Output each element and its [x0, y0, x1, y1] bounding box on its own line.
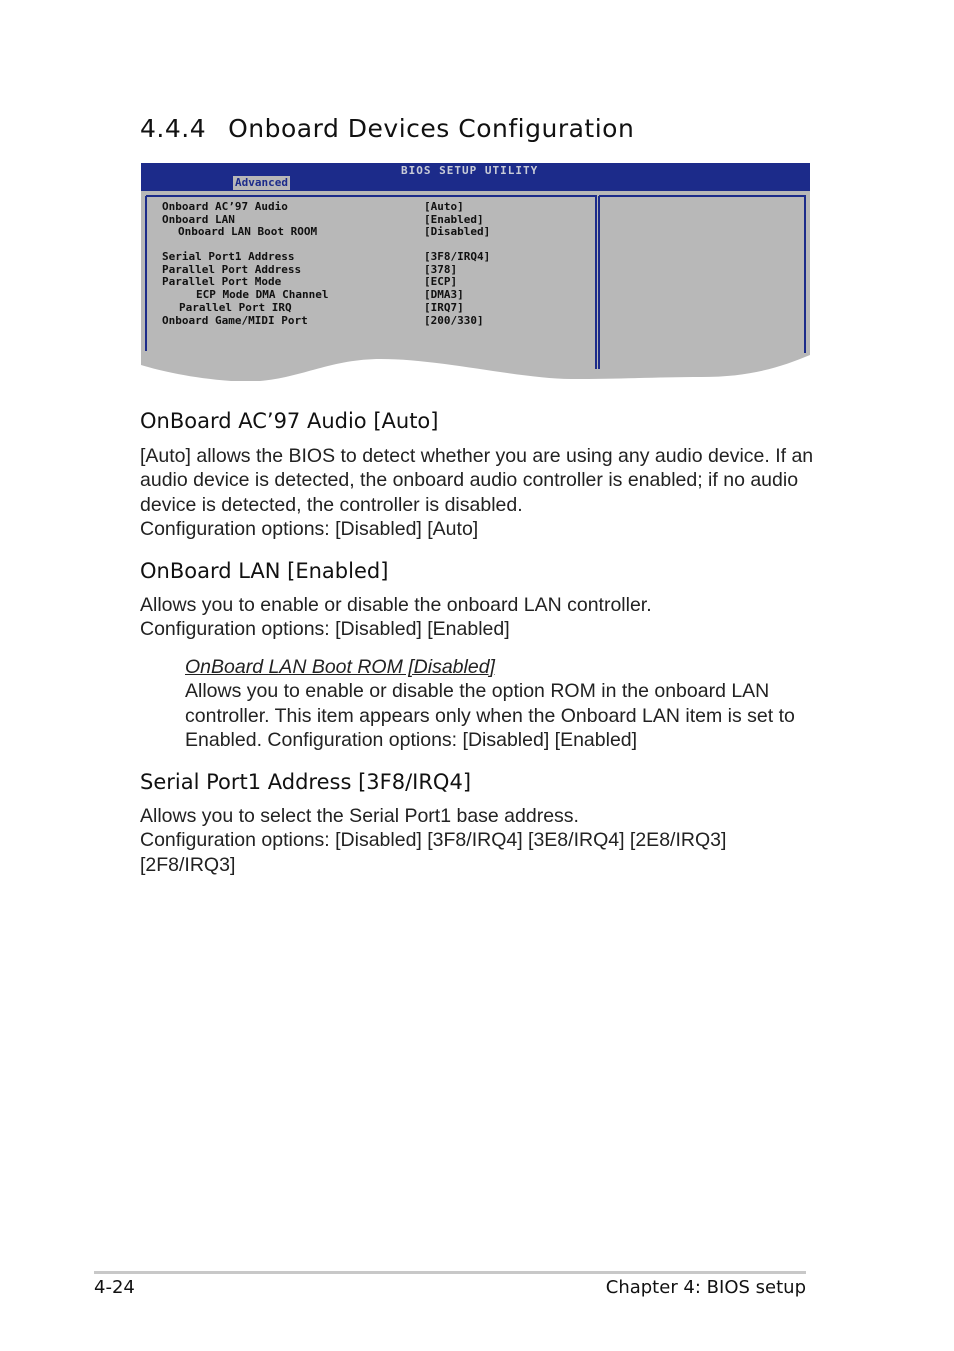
bios-row-label: Onboard LAN Boot ROOM — [178, 225, 318, 239]
bios-row-value: [378] — [424, 262, 458, 276]
bios-row-ecp-dma[interactable] — [162, 289, 602, 302]
bios-row-audio[interactable] — [162, 201, 602, 214]
lan-text: Allows you to enable or disable the onboard LAN controller. — [140, 594, 652, 616]
bios-screenshot — [141, 163, 810, 381]
lan-description — [140, 593, 820, 642]
bios-row-label: Serial Port1 Address — [162, 250, 295, 264]
bios-row-label: Parallel Port Mode — [162, 275, 282, 289]
serial-options: Configuration options: [Disabled] [3F8/IRQ4] [3E8/IRQ4] [2E8/IRQ3] [2F8/IRQ3] — [140, 829, 727, 876]
bios-row-serial-port1[interactable] — [162, 251, 602, 264]
heading-lan: OnBoard LAN [Enabled] — [140, 559, 389, 583]
bios-row-value: [Disabled] — [424, 225, 491, 239]
bios-row-value: [DMA3] — [424, 288, 464, 302]
lan-boot-rom-subsection — [185, 655, 825, 752]
bios-row-label: ECP Mode DMA Channel — [196, 288, 329, 302]
bios-tab-advanced: Advanced — [235, 176, 288, 189]
bios-row-value: [Auto] — [424, 200, 464, 213]
heading-audio: OnBoard AC’97 Audio [Auto] — [140, 409, 439, 433]
bios-row-value: [Enabled] — [424, 212, 484, 226]
bios-panel — [141, 191, 810, 381]
bios-row-parallel-irq[interactable] — [162, 302, 602, 315]
bios-row-label: Onboard Game/MIDI Port — [162, 313, 308, 327]
audio-description — [140, 444, 820, 541]
bios-row-lan-boot-rom[interactable] — [162, 226, 602, 239]
bios-row-value: [ECP] — [424, 275, 458, 289]
footer-divider — [94, 1271, 806, 1274]
bios-row-label: Parallel Port Address — [162, 262, 302, 276]
heading-serial: Serial Port1 Address [3F8/IRQ4] — [140, 770, 472, 794]
section-title-text: Onboard Devices Configuration — [228, 114, 635, 143]
audio-text: [Auto] allows the BIOS to detect whether you are using any audio device. If an audio device is detected, the onboard audio controller is enabled; if no audio device is detected, the controller is disabled. — [140, 445, 814, 516]
chapter-label: Chapter 4: BIOS setup — [605, 1277, 806, 1298]
audio-options: Configuration options: [Disabled] [Auto] — [140, 517, 479, 540]
bios-settings-list — [162, 201, 602, 327]
section-number: 4.4.4 — [140, 114, 207, 143]
bios-row-value: [200/330] — [424, 313, 484, 327]
lan-boot-rom-text: Allows you to enable or disable the option ROM in the onboard LAN controller. This item appears only when the Onboard LAN item is set to Enabled. Configuration options: [Disabled] [Enabled] — [185, 680, 795, 751]
serial-description — [140, 804, 820, 877]
lan-options: Configuration options: [Disabled] [Enabled] — [140, 618, 510, 641]
serial-text: Allows you to select the Serial Port1 base address. — [140, 805, 579, 827]
bios-row-label: Onboard LAN — [162, 212, 235, 226]
lan-boot-rom-title: OnBoard LAN Boot ROM [Disabled] — [185, 656, 495, 678]
bios-row-label: Parallel Port IRQ — [179, 300, 292, 314]
bios-title-bar — [141, 163, 810, 191]
bios-row-value: [3F8/IRQ4] — [424, 250, 491, 264]
bios-utility-title: BIOS SETUP UTILITY — [401, 164, 539, 177]
bios-row-game-midi[interactable] — [162, 315, 602, 328]
section-title — [140, 114, 634, 143]
bios-row-label: Onboard AC’97 Audio — [162, 200, 288, 213]
page-number: 4-24 — [94, 1277, 135, 1298]
bios-row-value: [IRQ7] — [424, 300, 464, 314]
